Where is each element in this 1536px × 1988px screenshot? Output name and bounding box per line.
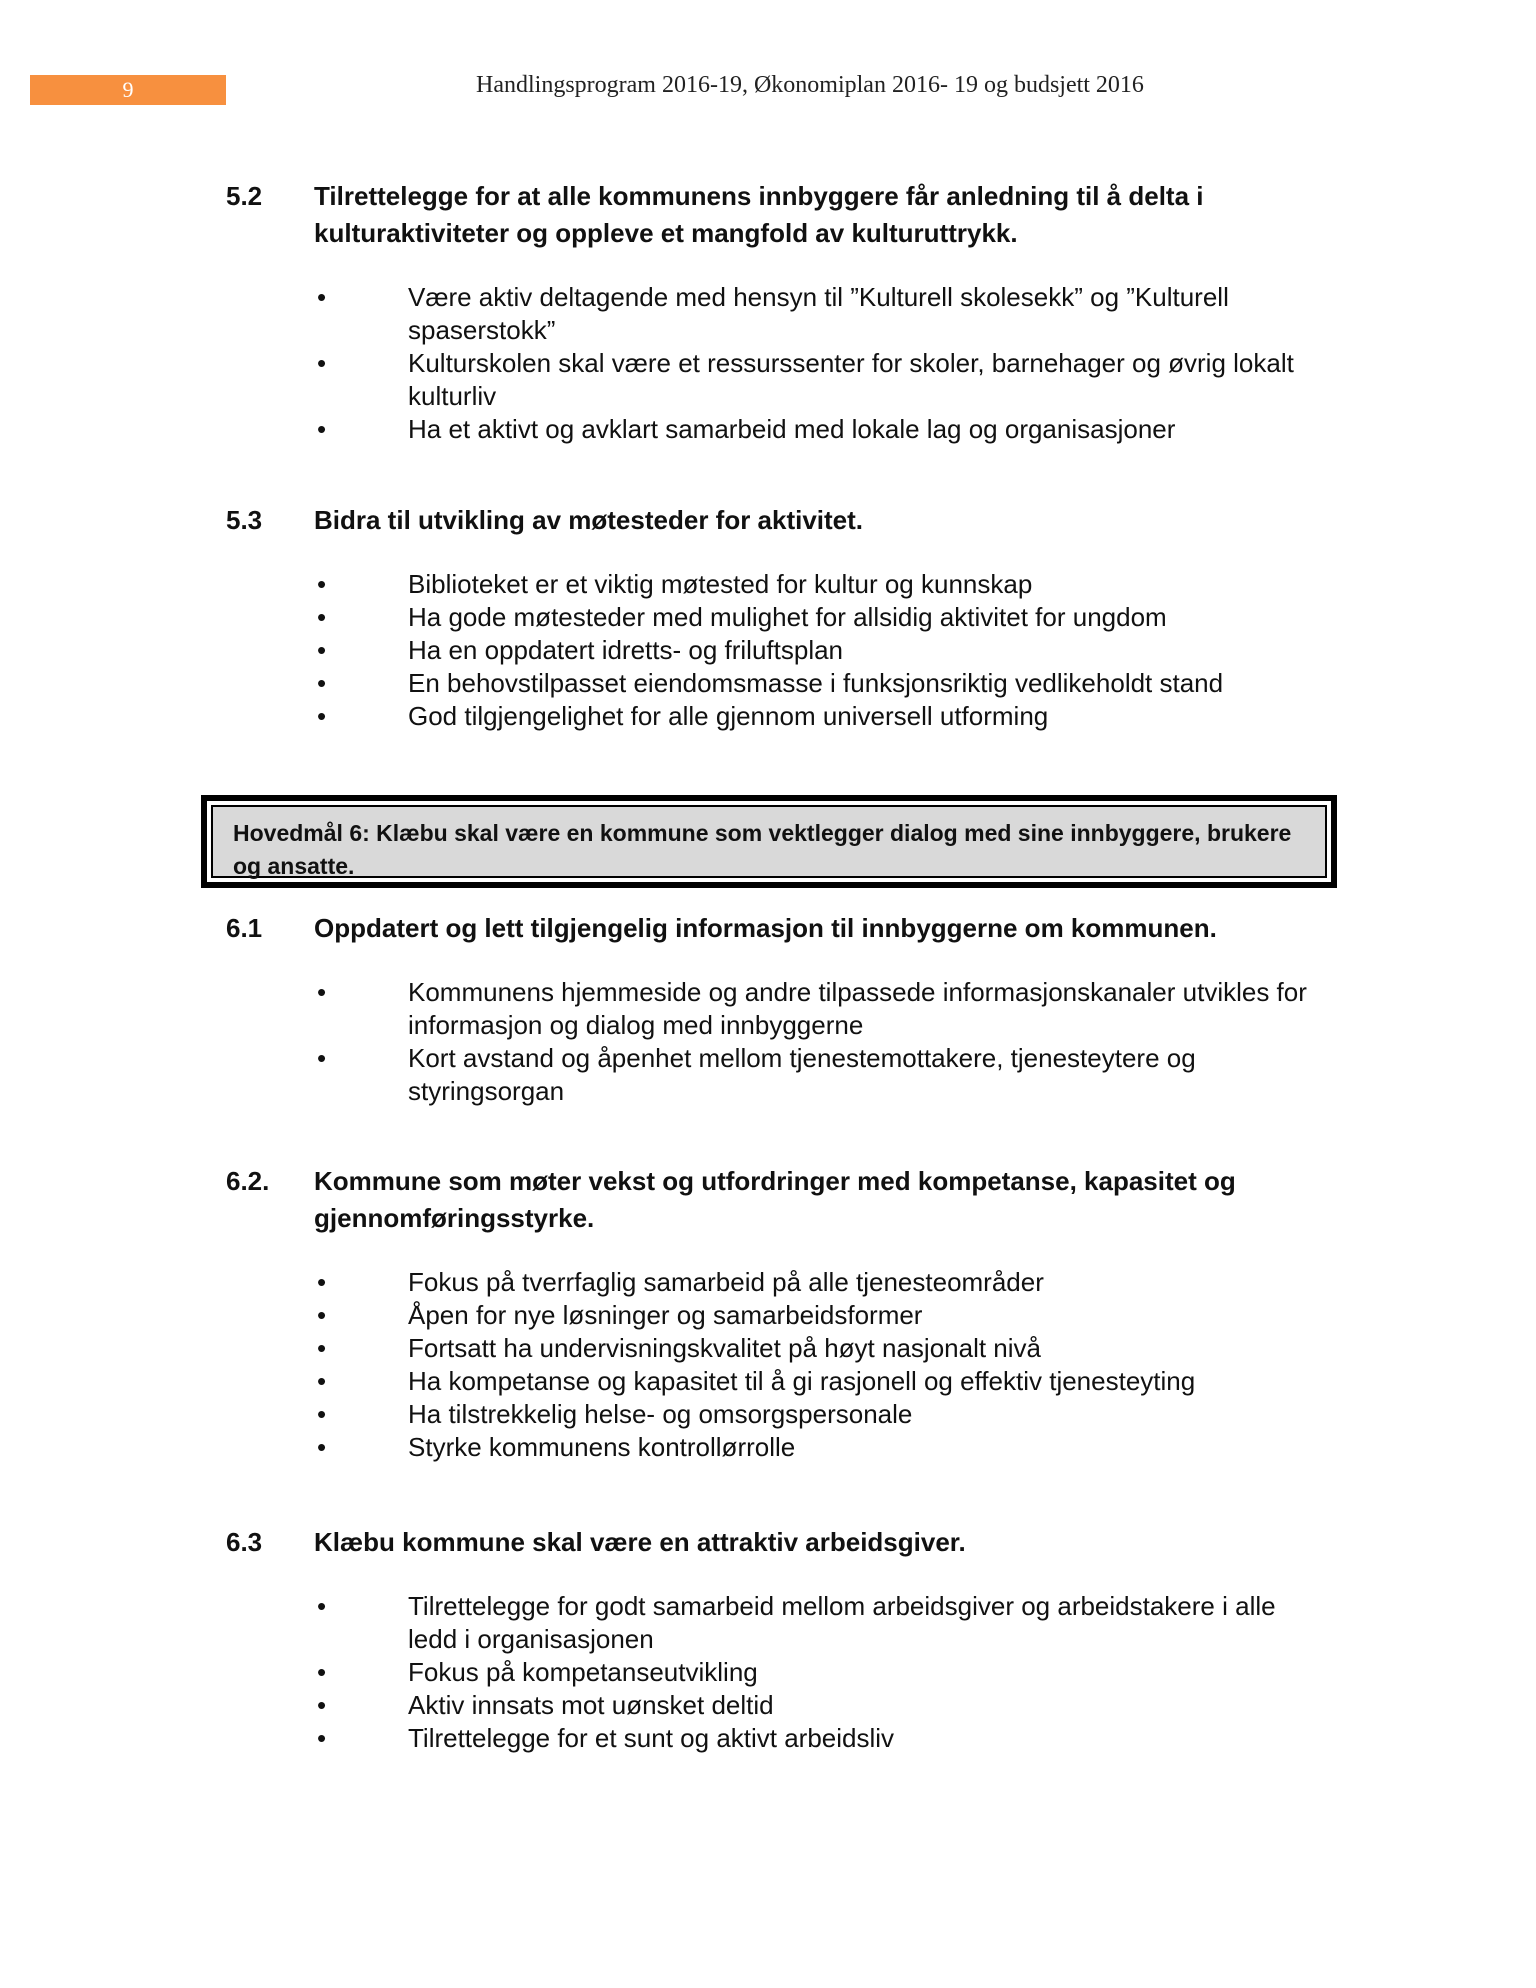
list-item-text: Være aktiv deltagende med hensyn til ”Kulturell skolesekk” og ”Kulturell spaserstokk” [408,282,1229,345]
list-item-text: Fokus på kompetanseutvikling [408,1657,758,1687]
bullet-icon: • [317,701,327,731]
bullet-icon: • [317,569,327,599]
bullet-icon: • [317,1591,327,1621]
list-item [226,1266,1316,1299]
list-item [226,1722,1316,1755]
section-heading-6-2 [226,1163,1316,1237]
list-item [226,634,1316,667]
bullet-icon: • [317,1267,327,1297]
bullet-icon: • [317,1043,327,1073]
list-item-text: Kulturskolen skal være et ressurssenter for skoler, barnehager og øvrig lokalt kulturliv [408,348,1294,411]
section-number: 5.3 [226,505,263,535]
list-item-text: Kommunens hjemmeside og andre tilpassede informasjonskanaler utvikles for informasjon og dialog med innbyggerne [408,977,1307,1040]
list-item-text: Tilrettelegge for godt samarbeid mellom arbeidsgiver og arbeidstakere i alle ledd i organisasjonen [408,1591,1276,1654]
bullet-list-6-1 [226,976,1316,1108]
list-item [226,1431,1316,1464]
list-item [226,413,1316,446]
running-header: Handlingsprogram 2016-19, Økonomiplan 2016- 19 og budsjett 2016 [476,72,1144,98]
section-number: 6.2. [226,1166,270,1196]
bullet-icon: • [317,348,327,378]
list-item [226,1299,1316,1332]
bullet-icon: • [317,1300,327,1330]
bullet-icon: • [317,602,327,632]
section-number: 6.1 [226,913,263,943]
list-item-text: Kort avstand og åpenhet mellom tjenestemottakere, tjenesteytere og styringsorgan [408,1043,1196,1106]
list-item-text: Ha tilstrekkelig helse- og omsorgspersonale [408,1399,913,1429]
bullet-icon: • [317,1657,327,1687]
main-goal-box [201,795,1337,888]
section-title: Oppdatert og lett tilgjengelig informasjon til innbyggerne om kommunen. [314,913,1217,943]
list-item-text: God tilgjengelighet for alle gjennom universell utforming [408,701,1049,731]
list-item-text: Åpen for nye løsninger og samarbeidsformer [408,1300,923,1330]
main-goal-text: Hovedmål 6: Klæbu skal være en kommune som vektlegger dialog med sine innbyggere, brukere og ansatte. [211,805,1327,878]
section-heading-6-3 [226,1524,1316,1561]
bullet-list-6-3 [226,1590,1316,1755]
bullet-icon: • [317,1432,327,1462]
bullet-icon: • [317,635,327,665]
bullet-list-6-2 [226,1266,1316,1464]
list-item [226,1656,1316,1689]
bullet-icon: • [317,1333,327,1363]
list-item [226,568,1316,601]
section-title: Tilrettelegge for at alle kommunens innbyggere får anledning til å delta i kulturaktiviteter og oppleve et mangfold av kulturuttrykk. [314,181,1204,248]
section-number: 6.3 [226,1527,263,1557]
list-item [226,700,1316,733]
bullet-icon: • [317,977,327,1007]
list-item [226,1332,1316,1365]
bullet-icon: • [317,668,327,698]
list-item [226,1365,1316,1398]
bullet-list-5-2 [226,281,1316,446]
bullet-list-5-3 [226,568,1316,733]
page-number-tab [30,75,226,105]
list-item-text: Ha gode møtesteder med mulighet for allsidig aktivitet for ungdom [408,602,1167,632]
list-item-text: Ha en oppdatert idretts- og friluftsplan [408,635,844,665]
bullet-icon: • [317,282,327,312]
list-item-text: Biblioteket er et viktig møtested for kultur og kunnskap [408,569,1033,599]
bullet-icon: • [317,1723,327,1753]
list-item-text: Tilrettelegge for et sunt og aktivt arbeidsliv [408,1723,895,1753]
list-item-text: Aktiv innsats mot uønsket deltid [408,1690,774,1720]
list-item-text: Ha et aktivt og avklart samarbeid med lokale lag og organisasjoner [408,414,1176,444]
list-item [226,976,1316,1042]
section-heading-5-3 [226,502,1316,539]
section-title: Kommune som møter vekst og utfordringer med kompetanse, kapasitet og gjennomføringsstyrke. [314,1166,1236,1233]
list-item [226,1689,1316,1722]
section-title: Bidra til utvikling av møtesteder for aktivitet. [314,505,864,535]
list-item-text: Ha kompetanse og kapasitet til å gi rasjonell og effektiv tjenesteyting [408,1366,1196,1396]
bullet-icon: • [317,1399,327,1429]
list-item-text: En behovstilpasset eiendomsmasse i funksjonsriktig vedlikeholdt stand [408,668,1224,698]
list-item [226,667,1316,700]
page-number: 9 [122,77,134,102]
section-number: 5.2 [226,181,263,211]
bullet-icon: • [317,1690,327,1720]
list-item [226,1590,1316,1656]
list-item [226,347,1316,413]
section-heading-6-1 [226,910,1316,947]
list-item [226,1042,1316,1108]
section-heading-5-2 [226,178,1316,252]
section-title: Klæbu kommune skal være en attraktiv arbeidsgiver. [314,1527,966,1557]
bullet-icon: • [317,1366,327,1396]
list-item [226,601,1316,634]
list-item [226,1398,1316,1431]
list-item-text: Styrke kommunens kontrollørrolle [408,1432,796,1462]
list-item-text: Fokus på tverrfaglig samarbeid på alle tjenesteområder [408,1267,1044,1297]
list-item [226,281,1316,347]
bullet-icon: • [317,414,327,444]
list-item-text: Fortsatt ha undervisningskvalitet på høyt nasjonalt nivå [408,1333,1042,1363]
